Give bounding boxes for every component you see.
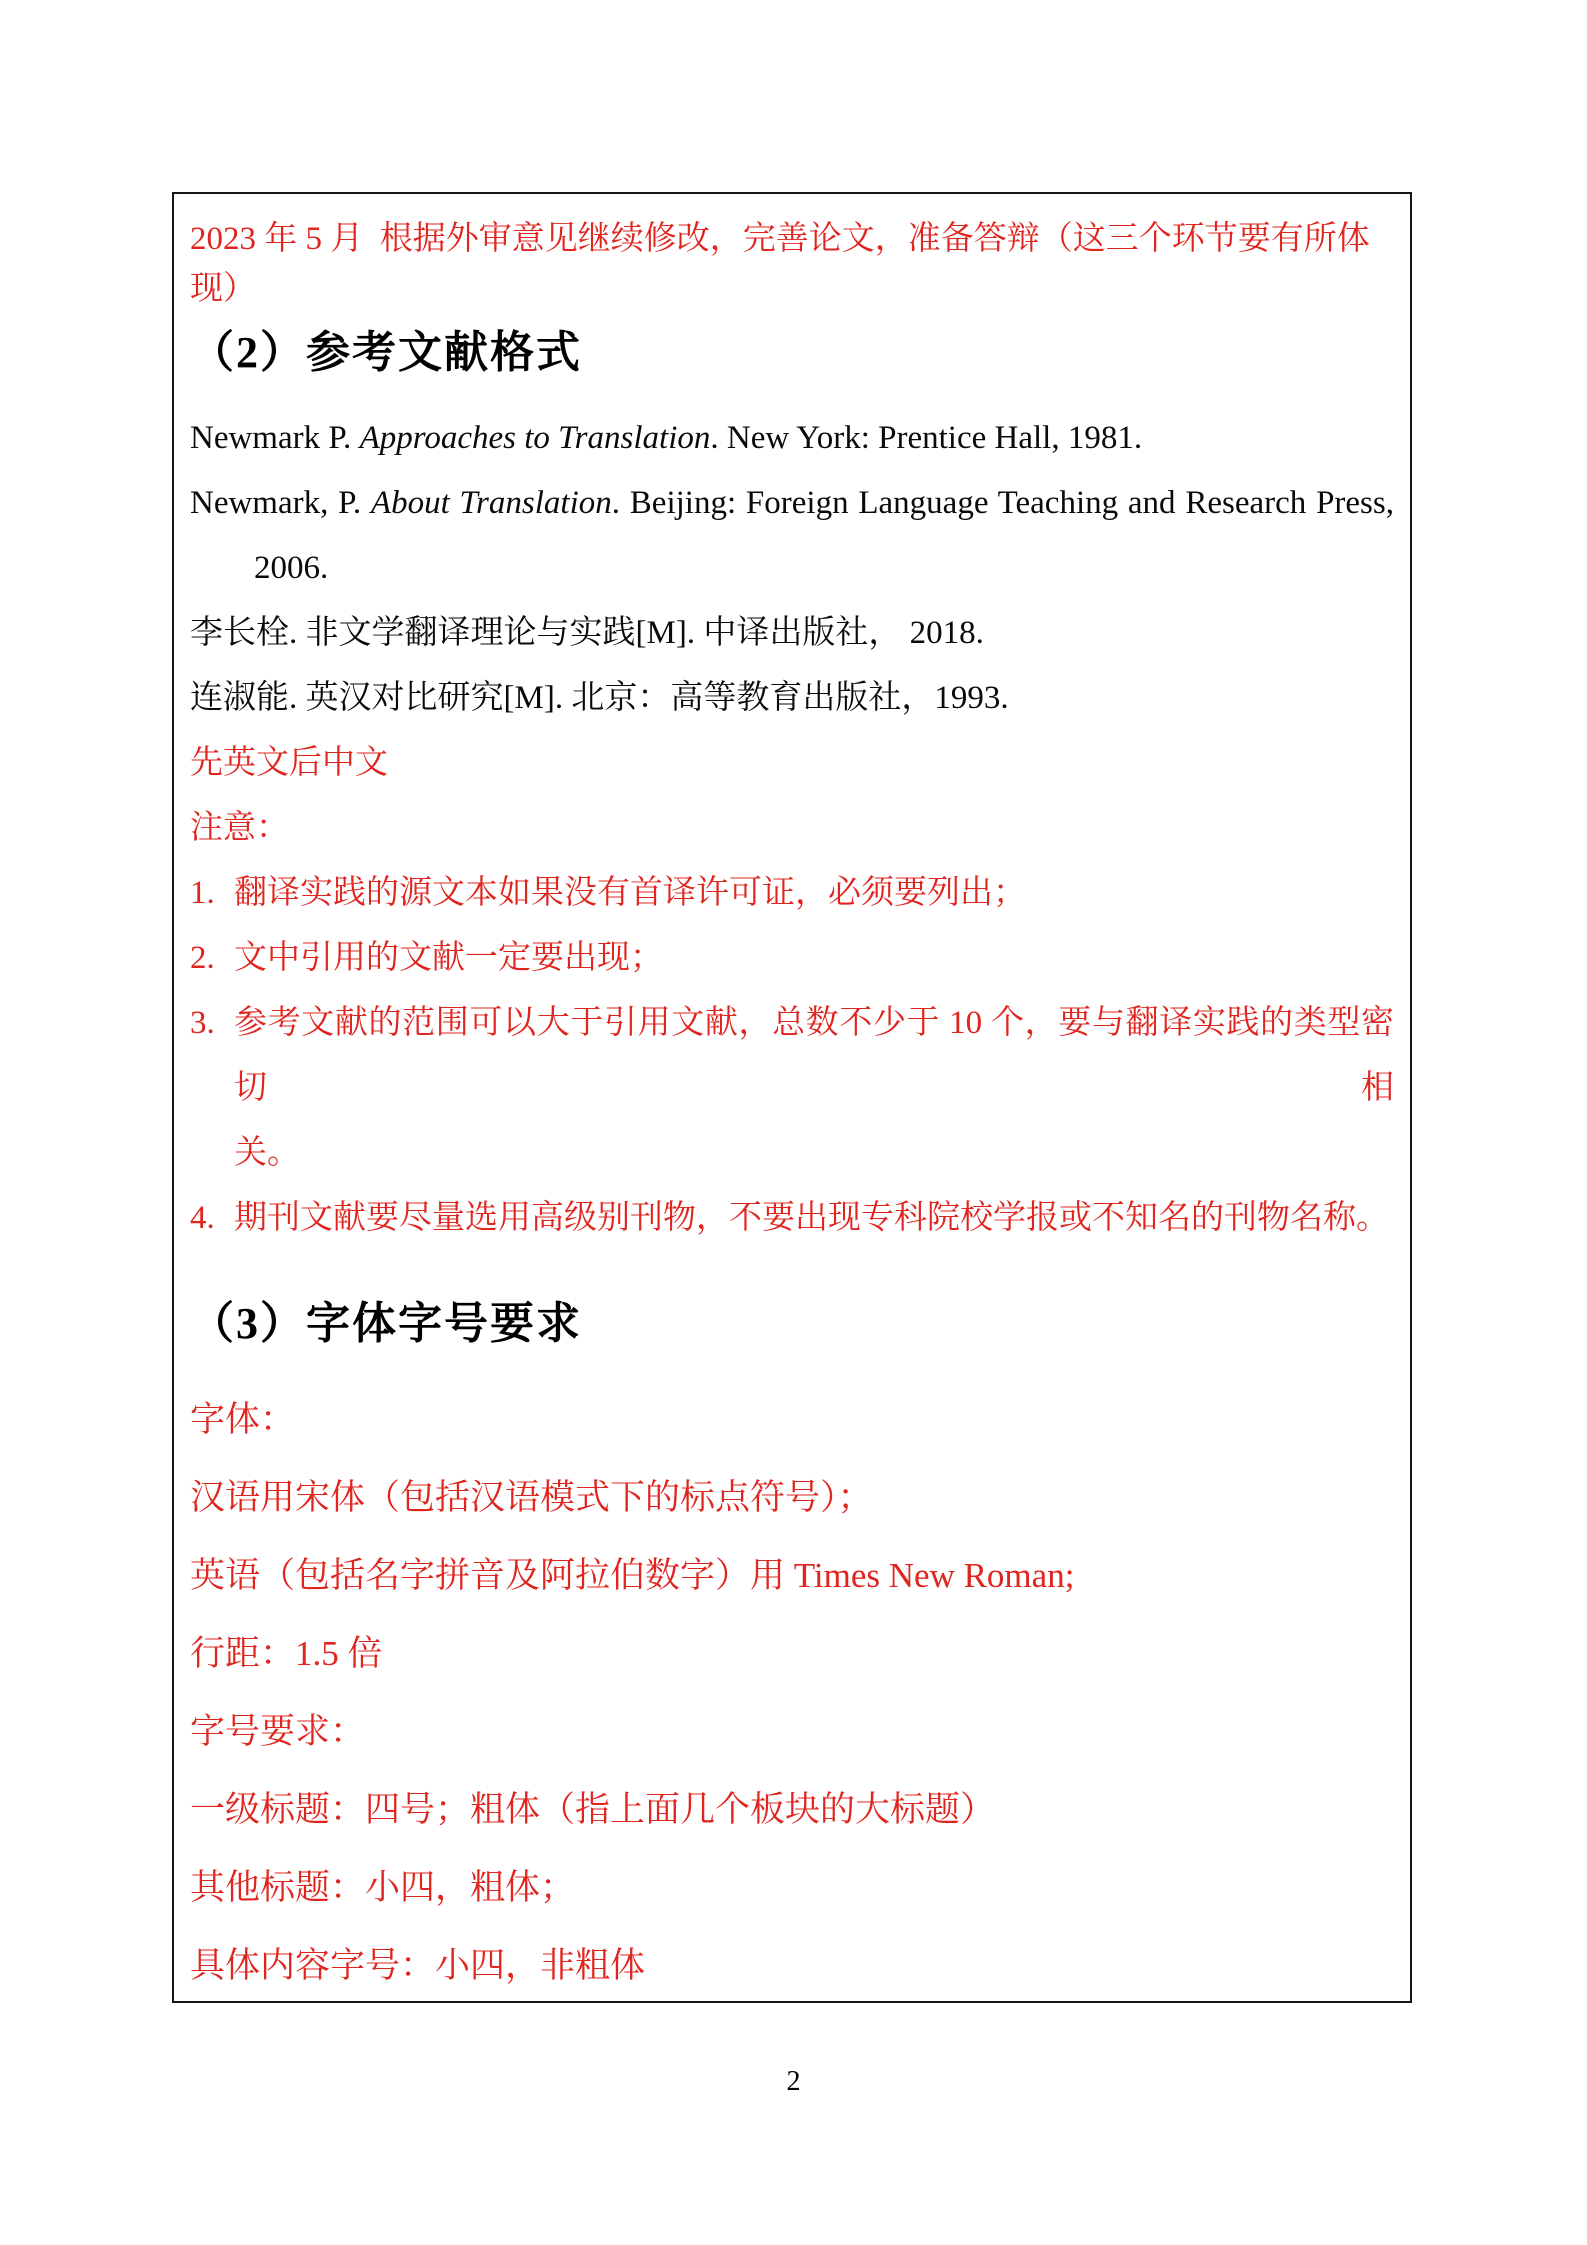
font-requirement-line: 英语（包括名字拼音及阿拉伯数字）用 Times New Roman; (190, 1556, 1075, 1595)
note-item-text (234, 991, 1394, 1186)
reference-item (190, 406, 1394, 471)
reference-item: 李长栓. 非文学翻译理论与实践[M]. 中译出版社， 2018. (190, 615, 984, 651)
font-requirement-line: 具体内容字号：小四，非粗体 (190, 1946, 646, 1985)
attention-label: 注意： (190, 810, 289, 846)
reference-author: Newmark P. (190, 420, 360, 456)
font-requirement-line: 行距：1.5 倍 (190, 1634, 383, 1673)
reference-author: Newmark, P. (190, 485, 371, 521)
note-item-text: 文中引用的文献一定要出现； (234, 940, 663, 976)
order-note: 先英文后中文 (190, 745, 388, 781)
section3-heading: （3）字体字号要求 (190, 1299, 582, 1348)
reference-continuation: 2006. (254, 550, 329, 586)
references-and-notes-block (190, 406, 1394, 1251)
section2-heading: （2）参考文献格式 (190, 328, 582, 377)
note-item-text: 期刊文献要尽量选用高级别刊物，不要出现专科院校学报或不知名的刊物名称。 (234, 1200, 1389, 1236)
font-requirement-line: 字号要求： (190, 1712, 366, 1751)
note-item (190, 1186, 1394, 1251)
reference-publisher: . New York: Prentice Hall, 1981. (710, 420, 1143, 456)
font-requirements-block (190, 1381, 1394, 2005)
note-item (190, 861, 1394, 926)
note-item-text-line2: 关。 (234, 1135, 300, 1171)
reference-publisher: . Beijing: Foreign Language Teaching and Research Press, (611, 485, 1394, 521)
note-item-number: 2. (190, 940, 215, 976)
note-item-number: 3. (190, 1005, 215, 1041)
reference-title-italic: Approaches to Translation (359, 420, 711, 456)
font-requirement-line: 一级标题：四号；粗体（指上面几个板块的大标题） (190, 1790, 996, 1829)
font-requirement-line: 汉语用宋体（包括汉语模式下的标点符号）； (190, 1478, 873, 1517)
page-number: 2 (786, 2066, 801, 2097)
note-item (190, 926, 1394, 991)
revision-note-paragraph: 2023 年 5 月 根据外审意见继续修改，完善论文，准备答辩（这三个环节要有所体现） (190, 221, 1370, 307)
note-item-number: 1. (190, 875, 215, 911)
font-requirement-line: 字体： (190, 1400, 296, 1439)
font-requirement-line: 其他标题：小四，粗体； (190, 1868, 576, 1907)
note-item-text: 翻译实践的源文本如果没有首译许可证，必须要列出； (234, 875, 1026, 911)
reference-item (190, 471, 1394, 536)
table-cell (172, 192, 1412, 2003)
note-item-text-line1: 参考文献的范围可以大于引用文献，总数不少于 10 个，要与翻译实践的类型密切相 (234, 1005, 1394, 1106)
reference-title-italic: About Translation (370, 485, 612, 521)
note-item (190, 991, 1394, 1186)
note-item-number: 4. (190, 1200, 215, 1236)
reference-item: 连淑能. 英汉对比研究[M]. 北京：高等教育出版社，1993. (190, 680, 1009, 716)
